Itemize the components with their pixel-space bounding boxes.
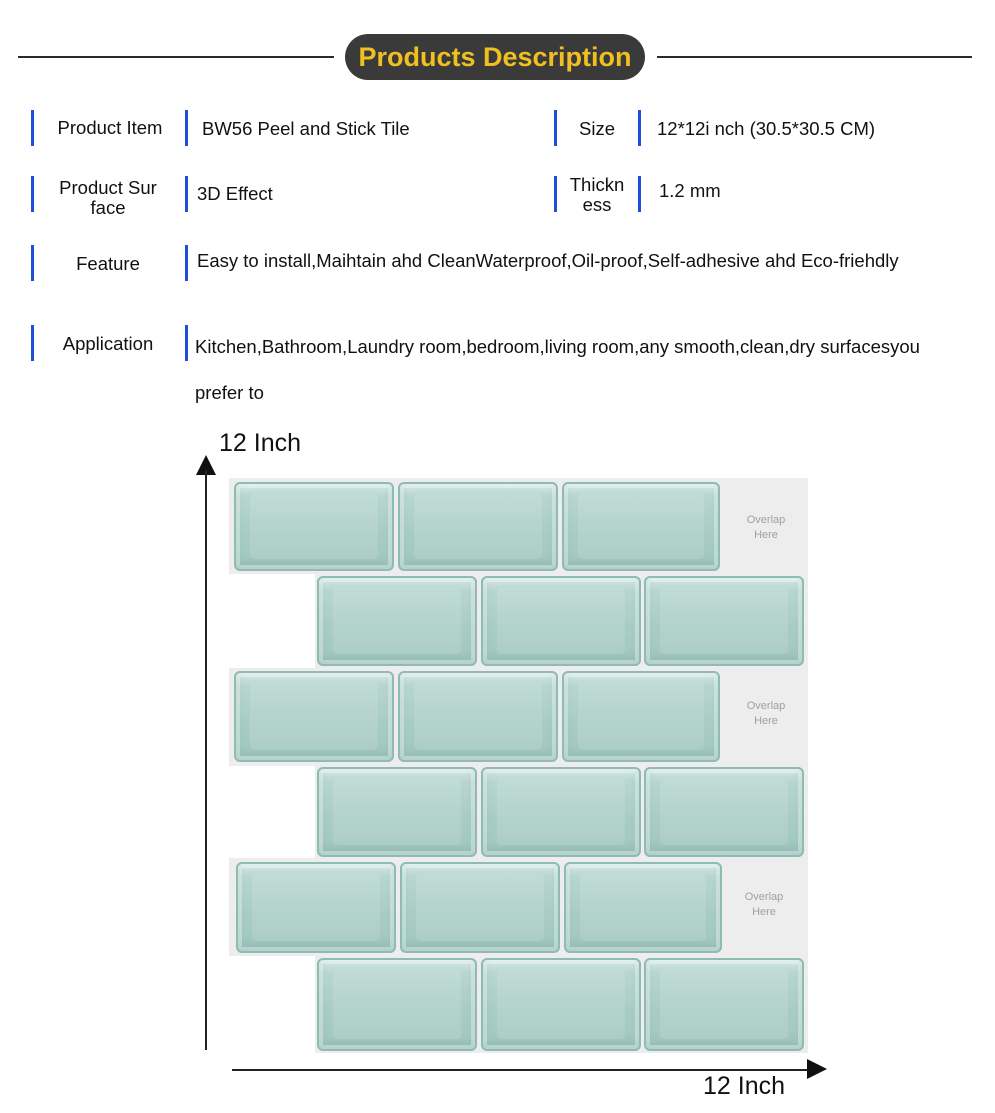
subway-tile — [564, 862, 722, 953]
thickness-label-line1: Thickn — [569, 174, 625, 195]
thickness-label — [562, 175, 632, 215]
subway-tile — [562, 482, 720, 571]
header-rule-left — [18, 56, 334, 58]
product-surface-label — [40, 178, 176, 218]
subway-tile — [481, 576, 641, 666]
subway-tile — [234, 671, 394, 762]
thickness-value: 1.2 mm — [659, 180, 721, 201]
value-accent-bar — [638, 110, 641, 146]
overlap-text: Here — [754, 715, 778, 727]
size-value: 12*12i nch (30.5*30.5 CM) — [657, 118, 876, 139]
value-accent-bar — [185, 110, 188, 146]
subway-tile — [644, 576, 804, 666]
label-accent-bar — [31, 245, 34, 281]
label-accent-bar — [31, 176, 34, 212]
subway-tile — [644, 958, 804, 1051]
label-accent-bar — [31, 325, 34, 361]
product-surface-label-line1: Product Sur — [59, 177, 157, 198]
product-item-label: Product Item — [57, 117, 163, 138]
overlap-text: Here — [754, 529, 778, 541]
application-value: Kitchen,Bathroom,Laundry room,bedroom,living room,any smooth,clean,dry surfacesyou prefer to — [195, 336, 920, 403]
subway-tile — [234, 482, 394, 571]
overlap-note — [726, 699, 806, 729]
subway-tile — [562, 671, 720, 762]
overlap-text: Here — [752, 906, 776, 918]
overlap-text: Overlap — [746, 514, 786, 526]
subway-tile — [644, 767, 804, 857]
size-label: Size — [579, 118, 615, 139]
sheet-notch — [229, 574, 315, 668]
subway-tile — [317, 958, 477, 1051]
sheet-notch — [229, 766, 315, 858]
overlap-note — [724, 890, 804, 920]
product-surface-value: 3D Effect — [197, 183, 273, 204]
width-axis-line — [232, 1069, 812, 1071]
value-accent-bar — [185, 245, 188, 281]
header-rule-right — [657, 56, 972, 58]
width-dimension-label: 12 Inch — [703, 1072, 786, 1100]
overlap-text: Overlap — [746, 700, 786, 712]
subway-tile — [481, 958, 641, 1051]
application-label: Application — [62, 333, 154, 354]
subway-tile — [317, 767, 477, 857]
subway-tile — [236, 862, 396, 953]
label-accent-bar — [554, 176, 557, 212]
section-title: Products Description — [345, 34, 645, 80]
value-accent-bar — [185, 176, 188, 212]
arrow-right-icon — [807, 1059, 827, 1079]
feature-label: Feature — [76, 253, 140, 274]
value-accent-bar — [185, 325, 188, 361]
subway-tile — [398, 482, 558, 571]
tile-sheet — [229, 478, 808, 1053]
subway-tile — [317, 576, 477, 666]
subway-tile — [398, 671, 558, 762]
label-accent-bar — [31, 110, 34, 146]
label-accent-bar — [554, 110, 557, 146]
feature-value: Easy to install,Maihtain ahd CleanWaterproof,Oil-proof,Self-adhesive ahd Eco-friehdly — [197, 250, 899, 271]
subway-tile — [400, 862, 560, 953]
thickness-label-line2: ess — [582, 194, 612, 215]
height-axis-line — [205, 470, 207, 1050]
product-item-value: BW56 Peel and Stick Tile — [202, 118, 410, 139]
overlap-note — [726, 513, 806, 543]
product-surface-label-line2: face — [90, 197, 126, 218]
sheet-notch — [229, 956, 315, 1053]
subway-tile — [481, 767, 641, 857]
height-dimension-label: 12 Inch — [219, 429, 302, 457]
overlap-text: Overlap — [744, 891, 784, 903]
value-accent-bar — [638, 176, 641, 212]
